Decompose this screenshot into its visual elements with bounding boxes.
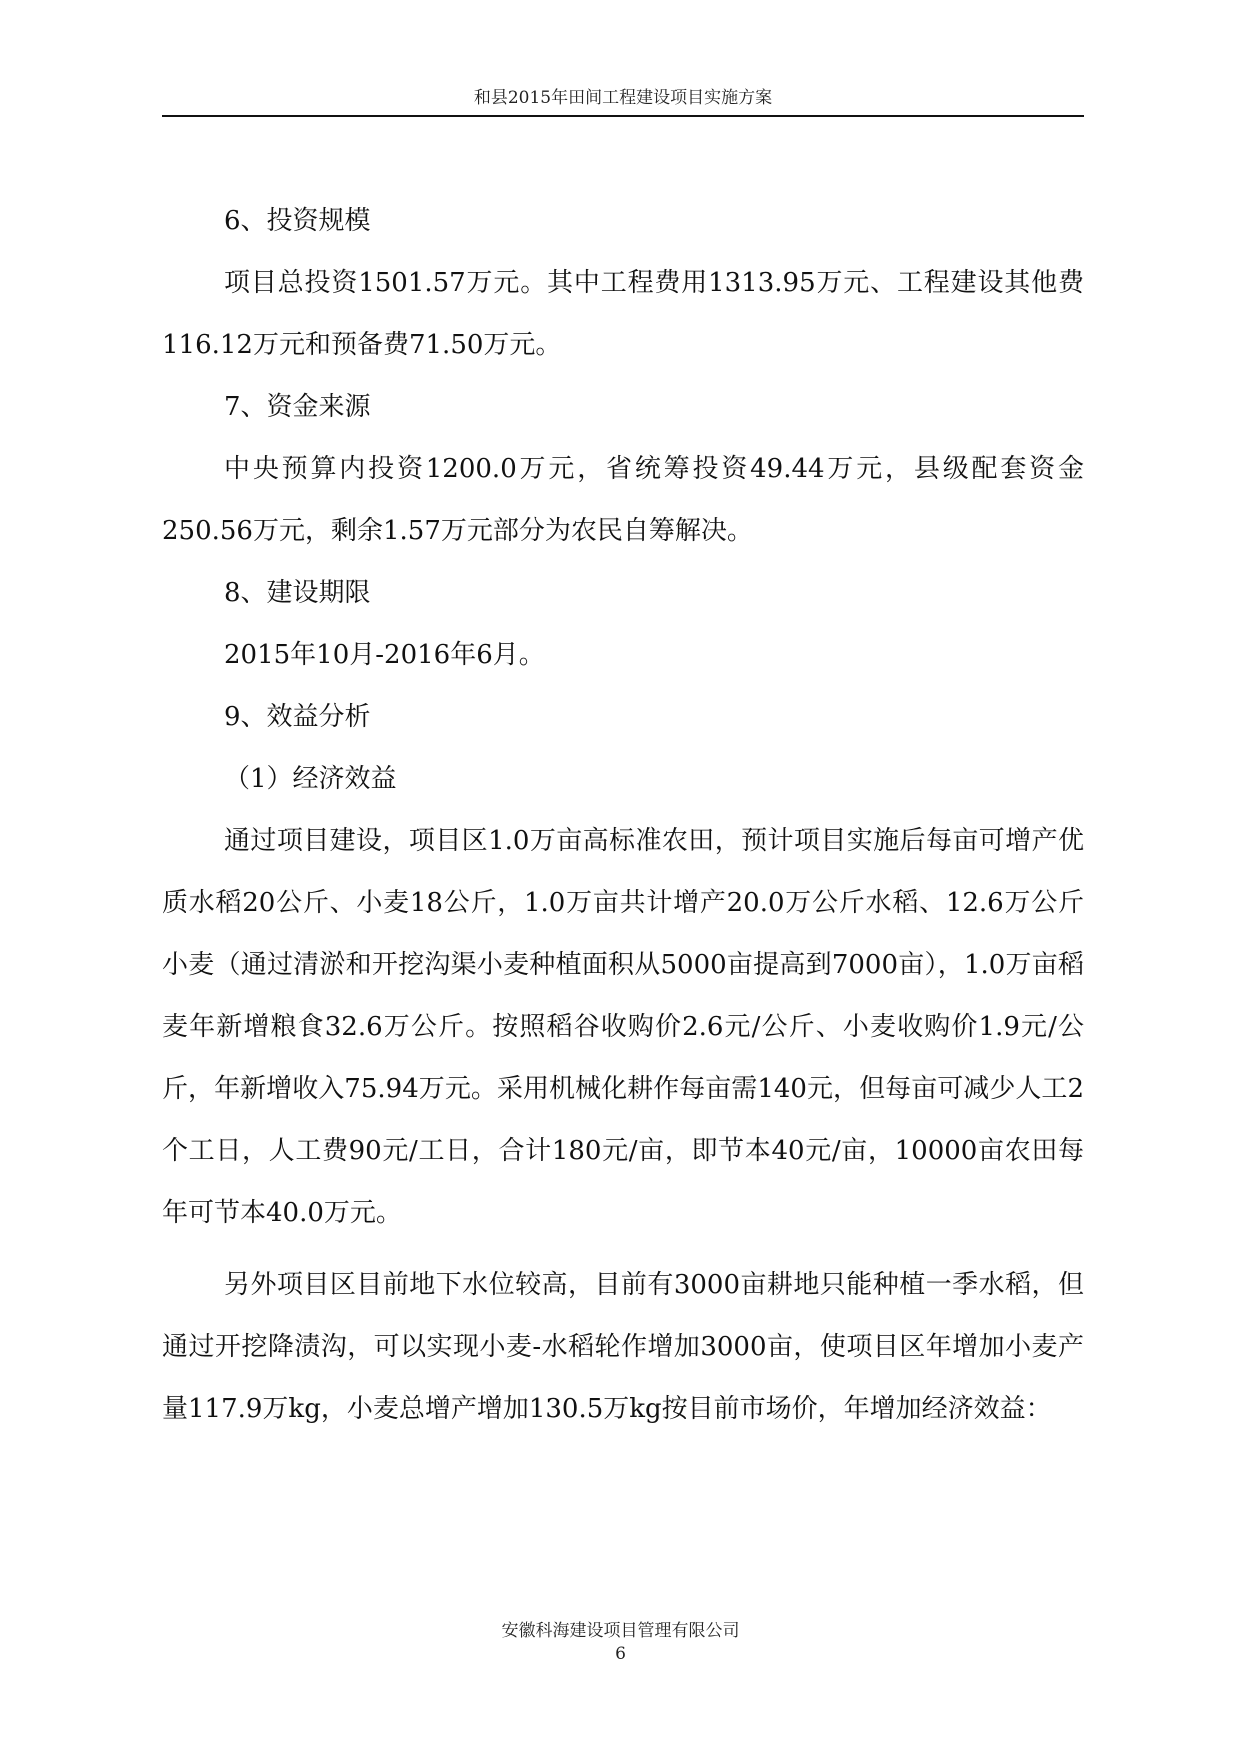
section-7-title: 7、资金来源 (224, 392, 371, 422)
section-6-text: 项目总投资1501.57万元。其中工程费用1313.95万元、工程建设其他费116.12万元和预备费71.50万元。 (162, 268, 1084, 360)
footer-company: 安徽科海建设项目管理有限公司 (501, 1621, 740, 1641)
section-8-title: 8、建设期限 (224, 578, 371, 608)
page-header: 和县2015年田间工程建设项目实施方案 (473, 88, 773, 108)
header-rule (162, 115, 1084, 117)
section-7-text: 中央预算内投资1200.0万元，省统筹投资49.44万元，县级配套资金250.56万元，剩余1.57万元部分为农民自筹解决。 (162, 454, 1084, 546)
page-number: 6 (615, 1644, 626, 1664)
section-8-text: 2015年10月-2016年6月。 (224, 640, 545, 670)
section-9-title: 9、效益分析 (224, 702, 371, 732)
section-6-title: 6、投资规模 (224, 206, 371, 236)
section-9-1-title: （1）经济效益 (224, 764, 397, 794)
section-9-1-paragraph-1: 通过项目建设，项目区1.0万亩高标准农田，预计项目实施后每亩可增产优质水稻20公斤、小麦18公斤，1.0万亩共计增产20.0万公斤水稻、12.6万公斤小麦（通过清淤和开挖沟渠小麦种植面积从5000亩提高到7000亩），1.0万亩稻麦年新增粮食32.6万公斤。按照稻谷收购价2.6元/公斤、小麦收购价1.9元/公斤，年新增收入75.94万元。采用机械化耕作每亩需140元，但每亩可减少人工2个工日，人工费90元/工日，合计180元/亩，即节本40元/亩，10000亩农田每年可节本40.0万元。 (162, 826, 1084, 1228)
section-9-1-paragraph-2: 另外项目区目前地下水位较高，目前有3000亩耕地只能种植一季水稻，但通过开挖降渍沟，可以实现小麦-水稻轮作增加3000亩，使项目区年增加小麦产量117.9万kg，小麦总增产增加130.5万kg按目前市场价，年增加经济效益： (162, 1270, 1084, 1424)
document-body (162, 190, 1084, 1440)
paragraph-gap (162, 1244, 1084, 1254)
